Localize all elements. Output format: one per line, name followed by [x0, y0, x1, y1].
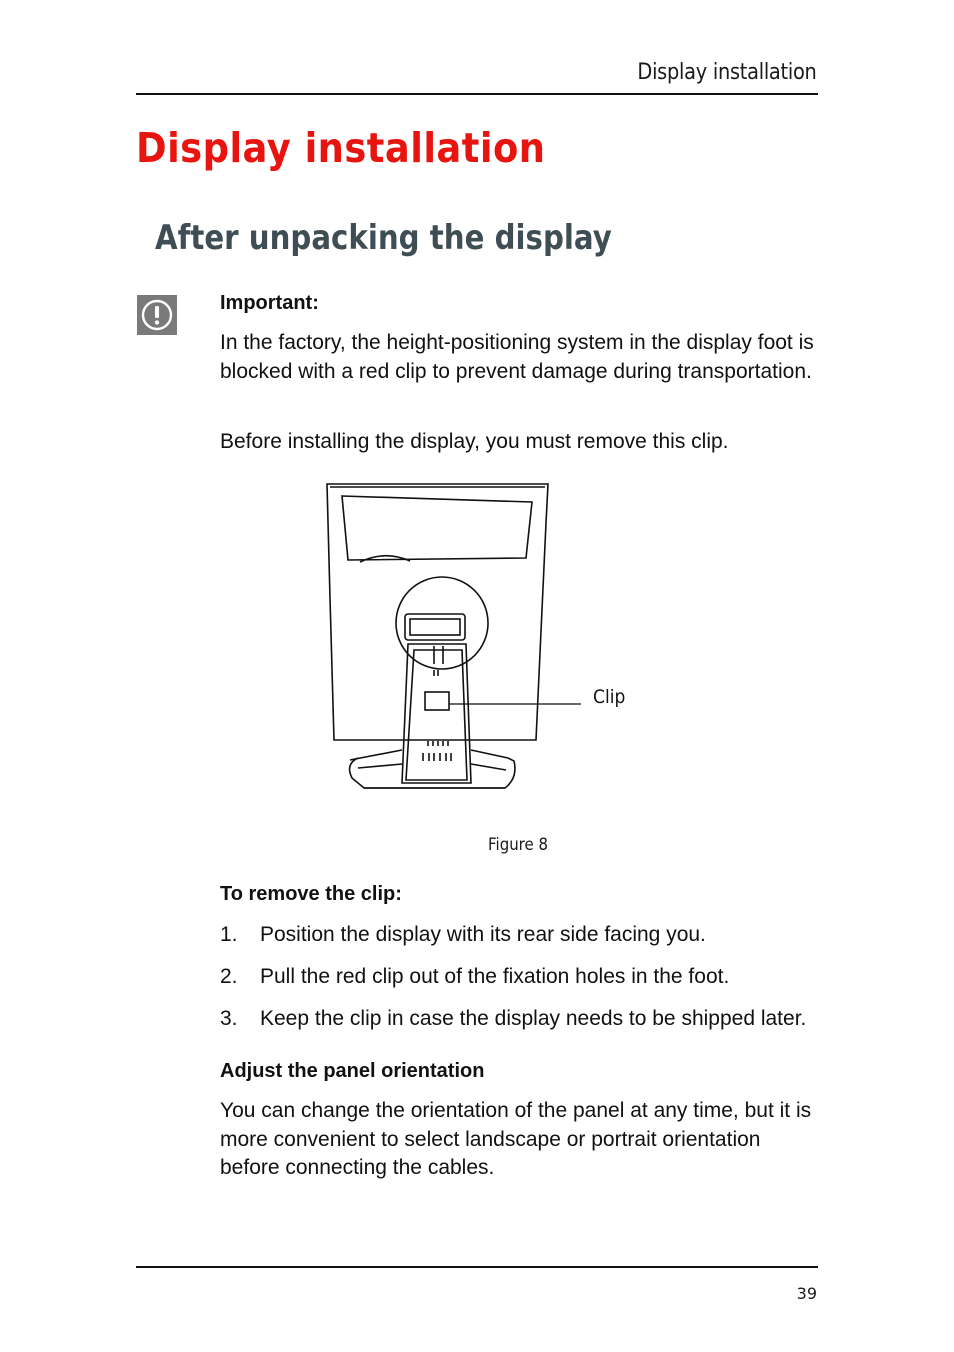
header-rule — [136, 93, 818, 95]
important-note: Before installing the display, you must remove this clip. — [220, 430, 729, 453]
running-header: Display installation — [637, 60, 817, 85]
chapter-title: Display installation — [136, 124, 546, 172]
important-paragraph: In the factory, the height-positioning system in the display foot is blocked with a red clip to prevent damage during transportation. — [220, 331, 814, 383]
monitor-rear-illustration — [320, 478, 640, 803]
figure-caption: Figure 8 — [488, 835, 548, 855]
clip-callout-label: Clip — [593, 686, 626, 708]
list-number: 2. — [220, 965, 238, 988]
important-label: Important: — [220, 292, 319, 314]
footer-rule — [136, 1266, 818, 1268]
list-number: 3. — [220, 1007, 238, 1030]
list-text: Keep the clip in case the display needs to be shipped later. — [260, 1007, 807, 1030]
list-text: Pull the red clip out of the fixation holes in the foot. — [260, 965, 730, 988]
list-text: Position the display with its rear side facing you. — [260, 923, 706, 946]
orientation-paragraph: You can change the orientation of the panel at any time, but it is more convenient to select landscape or portrait orientation before connecting the cables. — [220, 1099, 812, 1179]
remove-clip-heading: To remove the clip: — [220, 883, 402, 905]
orientation-heading: Adjust the panel orientation — [220, 1060, 485, 1082]
page-number: 39 — [796, 1284, 817, 1303]
exclamation-icon — [137, 295, 177, 335]
list-number: 1. — [220, 923, 238, 946]
section-title: After unpacking the display — [155, 218, 612, 258]
